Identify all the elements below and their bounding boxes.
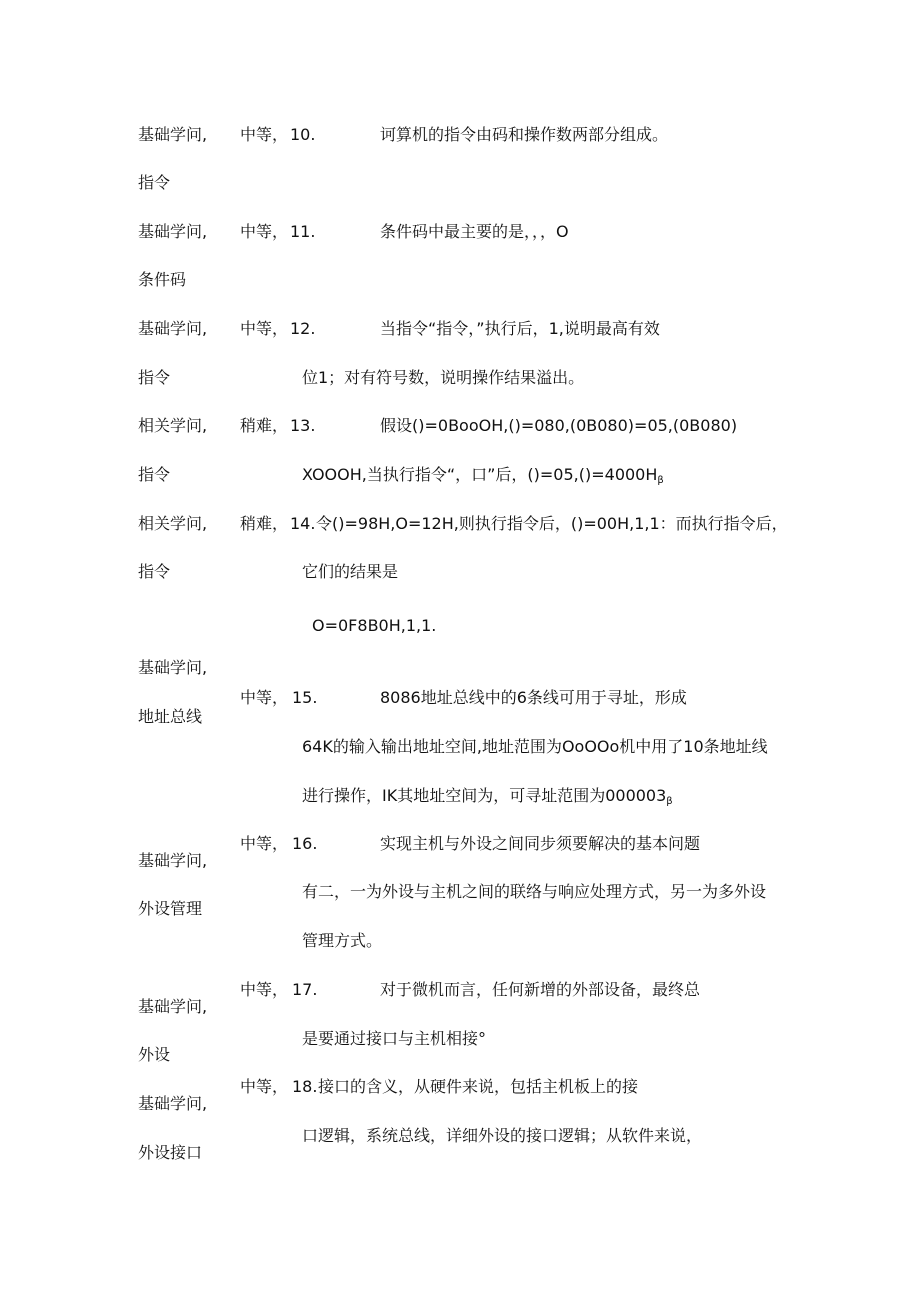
- question-number: 13.: [290, 416, 316, 435]
- topic-label: 指令: [138, 465, 171, 484]
- subscript-mark: β: [657, 475, 664, 486]
- question-line: 对于微机而言，任何新增的外部设备，最终总: [380, 980, 701, 999]
- difficulty-label: 中等，: [240, 834, 289, 853]
- question-number: 15.: [292, 688, 318, 707]
- difficulty-label: 中等，: [240, 319, 289, 338]
- question-line: 接口的含义，从硬件来说，包括主机板上的接: [318, 1077, 639, 1096]
- topic-label: 指令: [138, 368, 171, 387]
- topic-label: 条件码: [138, 270, 187, 289]
- difficulty-label: 稍难，: [240, 514, 289, 533]
- question-line: O=0F8B0H,1,1.: [312, 616, 437, 635]
- category-label: 基础学问,: [138, 319, 208, 338]
- question-number: 11.: [290, 222, 316, 241]
- category-label: 基础学问,: [138, 222, 208, 241]
- category-label: 基础学问,: [138, 997, 208, 1016]
- question-number: 14.: [290, 514, 316, 533]
- question-line: 8086地址总线中的6条线可用于寻址，形成: [380, 688, 687, 707]
- question-line: 令()=98H,O=12H,则执行指令后，()=00H,1,1：而执行指令后，: [316, 514, 788, 533]
- subscript-mark: β: [666, 796, 673, 807]
- question-line: 有二，一为外设与主机之间的联络与响应处理方式，另一为多外设: [302, 882, 767, 901]
- category-label: 相关学问,: [138, 514, 208, 533]
- topic-label: 指令: [138, 562, 171, 581]
- question-number: 18.: [292, 1077, 318, 1096]
- category-label: 基础学问,: [138, 125, 208, 144]
- question-line: 它们的结果是: [302, 562, 399, 581]
- question-line: 假设()=0BooOH,()=080,(0B080)=05,(0B080): [380, 416, 738, 435]
- question-line: 位1；对有符号数，说明操作结果溢出。: [302, 368, 585, 387]
- category-label: 基础学问,: [138, 658, 208, 677]
- question-line-text: XOOOH,当执行指令“，口”后，()=05,()=4000H: [302, 465, 658, 484]
- topic-label: 外设管理: [138, 899, 203, 918]
- category-label: 相关学问,: [138, 416, 208, 435]
- difficulty-label: 中等，: [240, 688, 289, 707]
- topic-label: 指令: [138, 173, 171, 192]
- difficulty-label: 稍难，: [240, 416, 289, 435]
- question-line: 实现主机与外设之间同步须要解决的基本问题: [380, 834, 701, 853]
- question-line-text: 进行操作，IK其地址空间为，可寻址范围为000003: [302, 786, 667, 805]
- topic-label: 外设: [138, 1045, 171, 1064]
- question-line: 口逻辑，系统总线，详细外设的接口逻辑；从软件来说，: [302, 1126, 703, 1145]
- question-line: 管理方式。: [302, 931, 383, 950]
- topic-label: 外设接口: [138, 1143, 203, 1162]
- topic-label: 地址总线: [138, 707, 203, 726]
- question-line: 当指令“指令，”执行后，1,说明最高有效: [380, 319, 660, 338]
- question-number: 12.: [290, 319, 316, 338]
- question-line: [302, 786, 673, 812]
- difficulty-label: 中等，: [240, 222, 289, 241]
- question-line: 条件码中最主要的是，，，O: [380, 222, 569, 241]
- question-line: 诃算机的指令由码和操作数两部分组成。: [380, 125, 669, 144]
- difficulty-label: 中等，: [240, 980, 289, 999]
- category-label: 基础学问,: [138, 851, 208, 870]
- question-number: 17.: [292, 980, 318, 999]
- question-line: [302, 465, 664, 491]
- category-label: 基础学问,: [138, 1094, 208, 1113]
- question-line: 是要通过接口与主机相接°: [302, 1029, 487, 1048]
- question-number: 10.: [290, 125, 316, 144]
- question-number: 16.: [292, 834, 318, 853]
- difficulty-label: 中等，: [240, 125, 289, 144]
- question-line: 64K的输入输出地址空间,地址范围为OoOOo机中用了10条地址线: [302, 737, 768, 756]
- difficulty-label: 中等，: [240, 1077, 289, 1096]
